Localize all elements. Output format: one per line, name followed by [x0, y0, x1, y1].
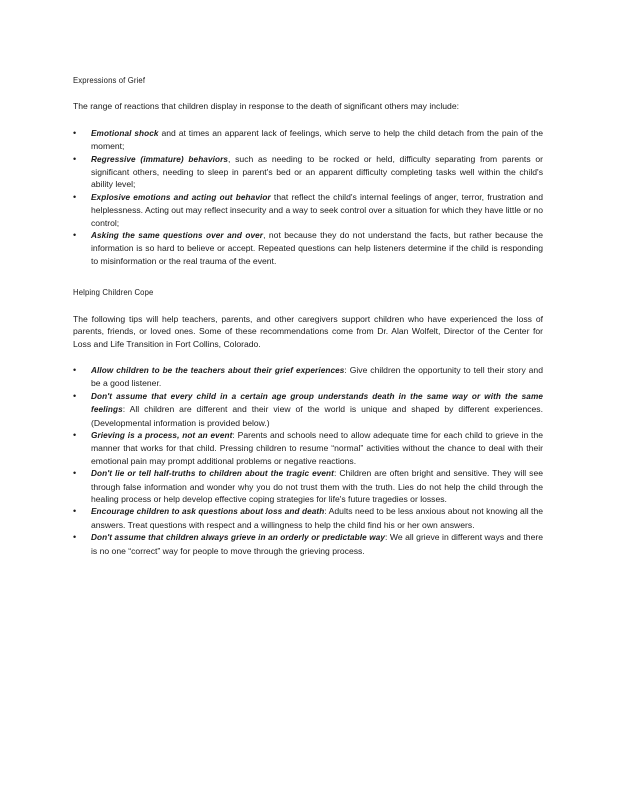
list-item [73, 191, 543, 229]
list-item [73, 390, 543, 429]
grief-reactions-list [73, 127, 543, 267]
cope-tips-list [73, 364, 543, 557]
list-item-lead: Asking the same questions over and over [91, 231, 264, 241]
section-heading-helping-children-cope: Helping Children Cope [73, 287, 154, 298]
document-page [73, 74, 543, 557]
list-item-text: : We all grieve in different ways and there is no one “correct” way for people to move through the grieving process. [91, 532, 543, 556]
cope-intro-paragraph: The following tips will help teachers, parents, and other caregivers support children who have experienced the loss of parents, friends, or loved ones. Some of these recommendations come from Dr. Alan Wolfelt, Director of the Center for Loss and Life Transition in Fort Collins, Colorado. [73, 313, 543, 349]
list-item [73, 467, 543, 505]
bullet-icon: • [73, 364, 77, 375]
list-item-text: , such as needing to be rocked or held, difficulty separating from parents or significant others, needing to sleep in parent's bed or an apparent difficulty completing tasks well within the child's ability level; [91, 153, 543, 190]
list-item-lead: Grieving is a process, not an event [91, 430, 233, 440]
bullet-icon: • [73, 230, 77, 241]
list-item [73, 153, 543, 191]
list-item-text: : Adults need to be less anxious about not knowing all the answers. Treat questions with respect and a willingness to help the child find his or her own answers. [91, 506, 543, 530]
list-item-lead: Regressive (immature) behaviors [91, 154, 229, 164]
list-item-lead: Explosive emotions and acting out behavior [91, 192, 271, 202]
list-item-text: that reflect the child's internal feelings of anger, terror, frustration and helplessness. Acting out may reflect insecurity and a way to seek control over a situation for which they have little or no control; [91, 191, 543, 228]
list-item-lead: Don't assume that every child in a certain age group understands death in the same way or with the same feelings [91, 391, 543, 415]
list-item [73, 429, 543, 467]
list-item-text: : Give children the opportunity to tell their story and be a good listener. [91, 364, 543, 389]
list-item-text: and at times an apparent lack of feelings, which serve to help the child detach from the pain of the moment; [91, 127, 543, 152]
grief-intro-paragraph: The range of reactions that children display in response to the death of significant others may include: [73, 101, 459, 112]
list-item-lead: Encourage children to ask questions about loss and death [91, 507, 325, 517]
list-item [73, 505, 543, 531]
list-item-text: : Children are often bright and sensitive. They will see through false information and wonder why you do not trust them with the truth. Lies do not help the child through the healing process or help develop effective coping strategies for life's future tragedies or losses. [91, 468, 543, 504]
bullet-icon: • [73, 153, 77, 164]
list-item [73, 229, 543, 267]
list-item-text: , not because they do not understand the facts, but rather because the information is so hard to believe or accept. Repeated questions can help listeners determine if the child is responding to misinformation or the real trauma of the event. [91, 230, 543, 266]
list-item [73, 531, 543, 557]
bullet-icon: • [73, 127, 77, 138]
list-item-lead: Don't lie or tell half-truths to children about the tragic event [91, 469, 334, 479]
bullet-icon: • [73, 429, 77, 440]
list-item-lead: Allow children to be the teachers about their grief experiences [91, 365, 345, 375]
bullet-icon: • [73, 390, 77, 401]
list-item [73, 127, 543, 153]
bullet-icon: • [73, 506, 77, 517]
bullet-icon: • [73, 468, 77, 479]
list-item-lead: Don't assume that children always grieve in an orderly or predictable way [91, 533, 386, 543]
list-item-lead: Emotional shock [91, 128, 159, 138]
list-item-text: : All children are different and their view of the world is unique and shaped by different experiences. (Developmental information is provided below.) [91, 404, 543, 428]
section-heading-expressions-of-grief: Expressions of Grief [73, 75, 146, 85]
bullet-icon: • [73, 191, 77, 202]
list-item-text: : Parents and schools need to allow adequate time for each child to grieve in the manner that works for that child. Pressing children to resume “normal” activities without the chance to deal with their emotional pain may prompt additional problems or negative reactions. [91, 429, 544, 466]
bullet-icon: • [73, 532, 77, 543]
list-item [73, 364, 543, 390]
